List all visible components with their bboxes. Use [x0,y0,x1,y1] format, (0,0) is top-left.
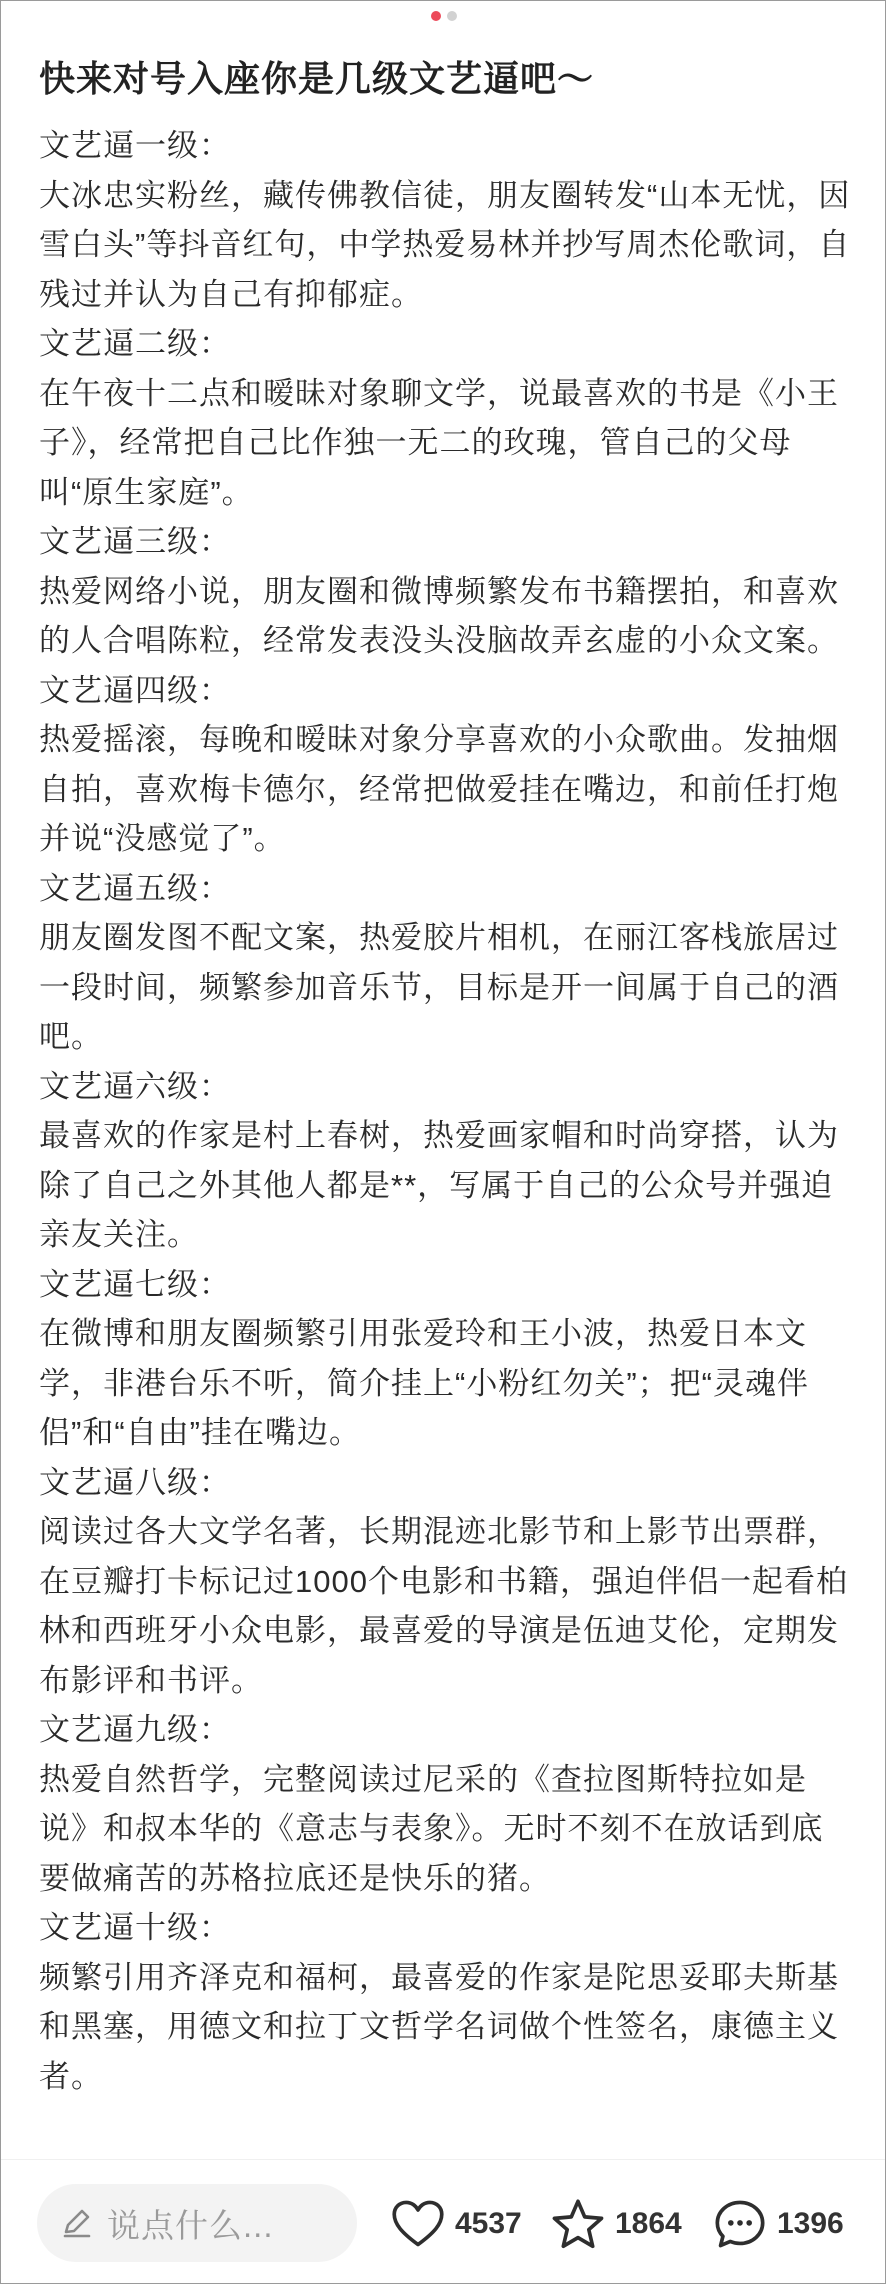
star-icon [551,2198,605,2250]
bottom-action-bar [1,2159,885,2284]
level-block-9 [39,1705,851,1903]
favorite-button[interactable] [551,2194,682,2254]
heart-icon [391,2199,445,2249]
comment-placeholder: 说点什么... [107,2206,274,2244]
level-block-8 [39,1458,851,1706]
pencil-icon [59,2205,95,2241]
level-description: 热爱摇滚，每晚和暧昧对象分享喜欢的小众歌曲。发抽烟自拍，喜欢梅卡德尔，经常把做爱挂在嘴边，和前任打炮并说“没感觉了”。 [39,722,839,856]
comment-count: 1396 [777,2207,844,2240]
level-description: 频繁引用齐泽克和福柯，最喜爱的作家是陀思妥耶夫斯基和黑塞，用德文和拉丁文哲学名词做个性签名，康德主义者。 [39,1959,839,2094]
level-title: 文艺逼六级： [39,1068,231,1104]
post-body [39,121,851,2101]
level-block-3 [39,517,851,666]
level-description: 最喜欢的作家是村上春树，热爱画家帽和时尚穿搭，认为除了自己之外其他人都是**，写属于自己的公众号并强迫亲友关注。 [39,1118,839,1252]
image-pager-dots [1,11,886,21]
comment-input[interactable] [37,2184,357,2262]
level-title: 文艺逼九级： [39,1712,231,1747]
level-block-4 [39,666,851,864]
level-title: 文艺逼七级： [39,1266,231,1302]
like-count: 4537 [455,2207,522,2240]
level-title: 文艺逼二级： [39,326,231,361]
level-block-2 [39,319,851,517]
level-description: 朋友圈发图不配文案，热爱胶片相机，在丽江客栈旅居过一段时间，频繁参加音乐节，目标是开一间属于自己的酒吧。 [39,920,839,1054]
favorite-count: 1864 [615,2207,682,2240]
level-title: 文艺逼八级： [39,1464,231,1500]
level-title: 文艺逼五级： [39,870,231,906]
level-block-10 [39,1903,851,2101]
post-title: 快来对号入座你是几级文艺逼吧～ [39,58,595,99]
level-block-6 [39,1062,851,1260]
like-button[interactable] [391,2194,522,2254]
level-title: 文艺逼一级： [39,128,231,163]
level-title: 文艺逼十级： [39,1910,231,1945]
level-block-7 [39,1260,851,1458]
level-title: 文艺逼三级： [39,524,231,559]
chat-bubble-icon [713,2198,767,2250]
level-block-1 [39,121,851,319]
level-block-5 [39,864,851,1062]
level-description: 在午夜十二点和暧昧对象聊文学，说最喜欢的书是《小王子》，经常把自己比作独一无二的玫瑰，管自己的父母叫“原生家庭”。 [39,375,839,510]
level-description: 热爱网络小说，朋友圈和微博频繁发布书籍摆拍，和喜欢的人合唱陈粒，经常发表没头没脑故弄玄虚的小众文案。 [39,573,839,658]
level-title: 文艺逼四级： [39,672,231,708]
level-description: 大冰忠实粉丝，藏传佛教信徒，朋友圈转发“山本无忧，因雪白头”等抖音红句，中学热爱易林并抄写周杰伦歌词，自残过并认为自己有抑郁症。 [39,177,851,312]
comment-button[interactable] [713,2194,844,2254]
pager-dot-active[interactable] [431,11,441,21]
level-description: 热爱自然哲学，完整阅读过尼采的《查拉图斯特拉如是说》和叔本华的《意志与表象》。无时不刻不在放话到底要做痛苦的苏格拉底还是快乐的猪。 [39,1761,824,1896]
pager-dot[interactable] [447,11,457,21]
level-description: 阅读过各大文学名著，长期混迹北影节和上影节出票群，在豆瓣打卡标记过1000个电影和书籍，强迫伴侣一起看柏林和西班牙小众电影，最喜爱的导演是伍迪艾伦，定期发布影评和书评。 [39,1514,848,1698]
level-description: 在微博和朋友圈频繁引用张爱玲和王小波，热爱日本文学，非港台乐不听，简介挂上“小粉红勿关”；把“灵魂伴侣”和“自由”挂在嘴边。 [39,1316,809,1450]
